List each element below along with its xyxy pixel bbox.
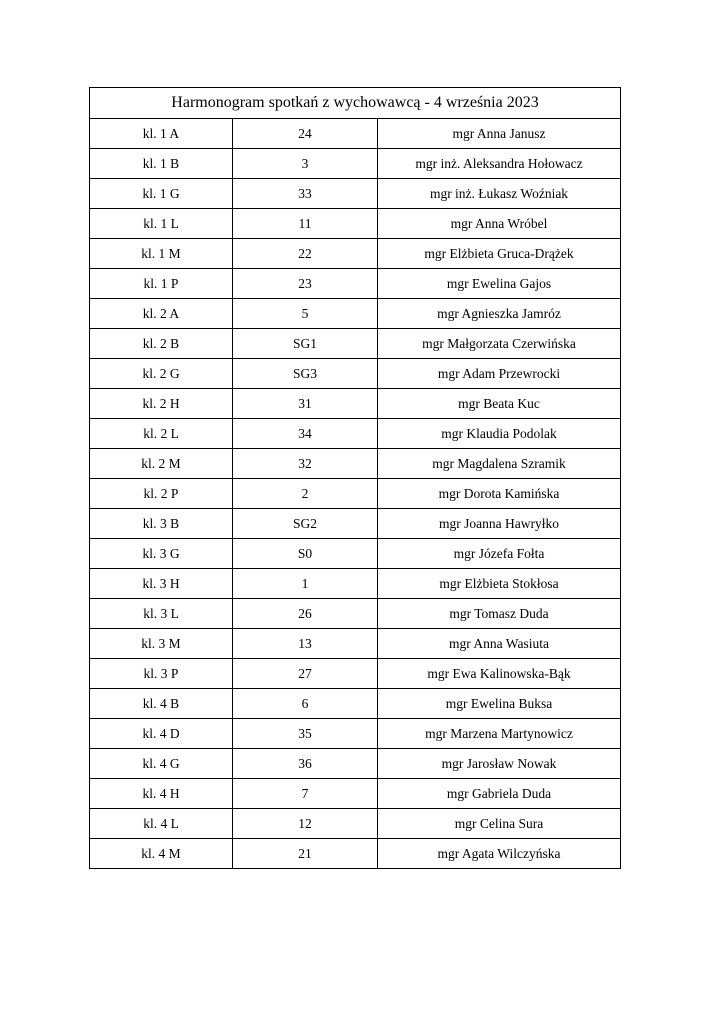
class-cell: kl. 3 H [90, 569, 233, 599]
room-cell: 22 [233, 239, 378, 269]
table-row [90, 479, 621, 509]
room-cell: 35 [233, 719, 378, 749]
class-cell: kl. 3 B [90, 509, 233, 539]
room-cell: SG2 [233, 509, 378, 539]
room-cell: 11 [233, 209, 378, 239]
class-cell: kl. 3 L [90, 599, 233, 629]
teacher-cell: mgr Adam Przewrocki [378, 359, 621, 389]
table-row [90, 779, 621, 809]
class-cell: kl. 4 L [90, 809, 233, 839]
room-cell: SG1 [233, 329, 378, 359]
room-cell: 24 [233, 119, 378, 149]
table-row [90, 269, 621, 299]
table-row [90, 599, 621, 629]
table-row [90, 389, 621, 419]
class-cell: kl. 2 H [90, 389, 233, 419]
teacher-cell: mgr Gabriela Duda [378, 779, 621, 809]
table-row [90, 329, 621, 359]
class-cell: kl. 1 A [90, 119, 233, 149]
table-row [90, 419, 621, 449]
table-row [90, 149, 621, 179]
room-cell: 13 [233, 629, 378, 659]
teacher-cell: mgr inż. Aleksandra Hołowacz [378, 149, 621, 179]
class-cell: kl. 3 M [90, 629, 233, 659]
class-cell: kl. 2 L [90, 419, 233, 449]
teacher-cell: mgr Celina Sura [378, 809, 621, 839]
table-row [90, 569, 621, 599]
room-cell: 34 [233, 419, 378, 449]
table-row [90, 539, 621, 569]
teacher-cell: mgr Elżbieta Stokłosa [378, 569, 621, 599]
room-cell: 2 [233, 479, 378, 509]
class-cell: kl. 1 B [90, 149, 233, 179]
table-row [90, 509, 621, 539]
class-cell: kl. 1 G [90, 179, 233, 209]
room-cell: 7 [233, 779, 378, 809]
teacher-cell: mgr Ewa Kalinowska-Bąk [378, 659, 621, 689]
room-cell: 23 [233, 269, 378, 299]
class-cell: kl. 4 M [90, 839, 233, 869]
table-row [90, 659, 621, 689]
teacher-cell: mgr Józefa Fołta [378, 539, 621, 569]
table-row [90, 299, 621, 329]
room-cell: 1 [233, 569, 378, 599]
teacher-cell: mgr Klaudia Podolak [378, 419, 621, 449]
teacher-cell: mgr Agnieszka Jamróz [378, 299, 621, 329]
room-cell: 3 [233, 149, 378, 179]
class-cell: kl. 1 L [90, 209, 233, 239]
table-row [90, 809, 621, 839]
class-cell: kl. 1 P [90, 269, 233, 299]
class-cell: kl. 2 A [90, 299, 233, 329]
table-row [90, 629, 621, 659]
teacher-cell: mgr Anna Wróbel [378, 209, 621, 239]
room-cell: 26 [233, 599, 378, 629]
teacher-cell: mgr Joanna Hawryłko [378, 509, 621, 539]
class-cell: kl. 1 M [90, 239, 233, 269]
table-row [90, 749, 621, 779]
class-cell: kl. 3 P [90, 659, 233, 689]
table-row [90, 239, 621, 269]
table-row [90, 209, 621, 239]
class-cell: kl. 2 G [90, 359, 233, 389]
class-cell: kl. 2 M [90, 449, 233, 479]
table-row [90, 359, 621, 389]
teacher-cell: mgr Anna Janusz [378, 119, 621, 149]
teacher-cell: mgr Jarosław Nowak [378, 749, 621, 779]
room-cell: 32 [233, 449, 378, 479]
class-cell: kl. 4 D [90, 719, 233, 749]
room-cell: 27 [233, 659, 378, 689]
class-cell: kl. 2 P [90, 479, 233, 509]
table-row [90, 119, 621, 149]
class-cell: kl. 2 B [90, 329, 233, 359]
room-cell: 12 [233, 809, 378, 839]
room-cell: 31 [233, 389, 378, 419]
table-row [90, 719, 621, 749]
room-cell: 33 [233, 179, 378, 209]
table-row [90, 449, 621, 479]
room-cell: SG3 [233, 359, 378, 389]
teacher-cell: mgr Magdalena Szramik [378, 449, 621, 479]
teacher-cell: mgr Małgorzata Czerwińska [378, 329, 621, 359]
teacher-cell: mgr inż. Łukasz Woźniak [378, 179, 621, 209]
teacher-cell: mgr Dorota Kamińska [378, 479, 621, 509]
teacher-cell: mgr Ewelina Buksa [378, 689, 621, 719]
room-cell: 36 [233, 749, 378, 779]
room-cell: S0 [233, 539, 378, 569]
class-cell: kl. 3 G [90, 539, 233, 569]
class-cell: kl. 4 H [90, 779, 233, 809]
table-row [90, 689, 621, 719]
table-row [90, 179, 621, 209]
title-row [90, 88, 621, 119]
teacher-cell: mgr Beata Kuc [378, 389, 621, 419]
teacher-cell: mgr Anna Wasiuta [378, 629, 621, 659]
class-cell: kl. 4 G [90, 749, 233, 779]
class-cell: kl. 4 B [90, 689, 233, 719]
table-row [90, 839, 621, 869]
room-cell: 21 [233, 839, 378, 869]
teacher-cell: mgr Agata Wilczyńska [378, 839, 621, 869]
room-cell: 6 [233, 689, 378, 719]
schedule-table [89, 87, 621, 869]
teacher-cell: mgr Ewelina Gajos [378, 269, 621, 299]
schedule-body [90, 88, 621, 869]
teacher-cell: mgr Elżbieta Gruca-Drążek [378, 239, 621, 269]
schedule-title: Harmonogram spotkań z wychowawcą - 4 września 2023 [90, 88, 621, 119]
room-cell: 5 [233, 299, 378, 329]
teacher-cell: mgr Tomasz Duda [378, 599, 621, 629]
teacher-cell: mgr Marzena Martynowicz [378, 719, 621, 749]
